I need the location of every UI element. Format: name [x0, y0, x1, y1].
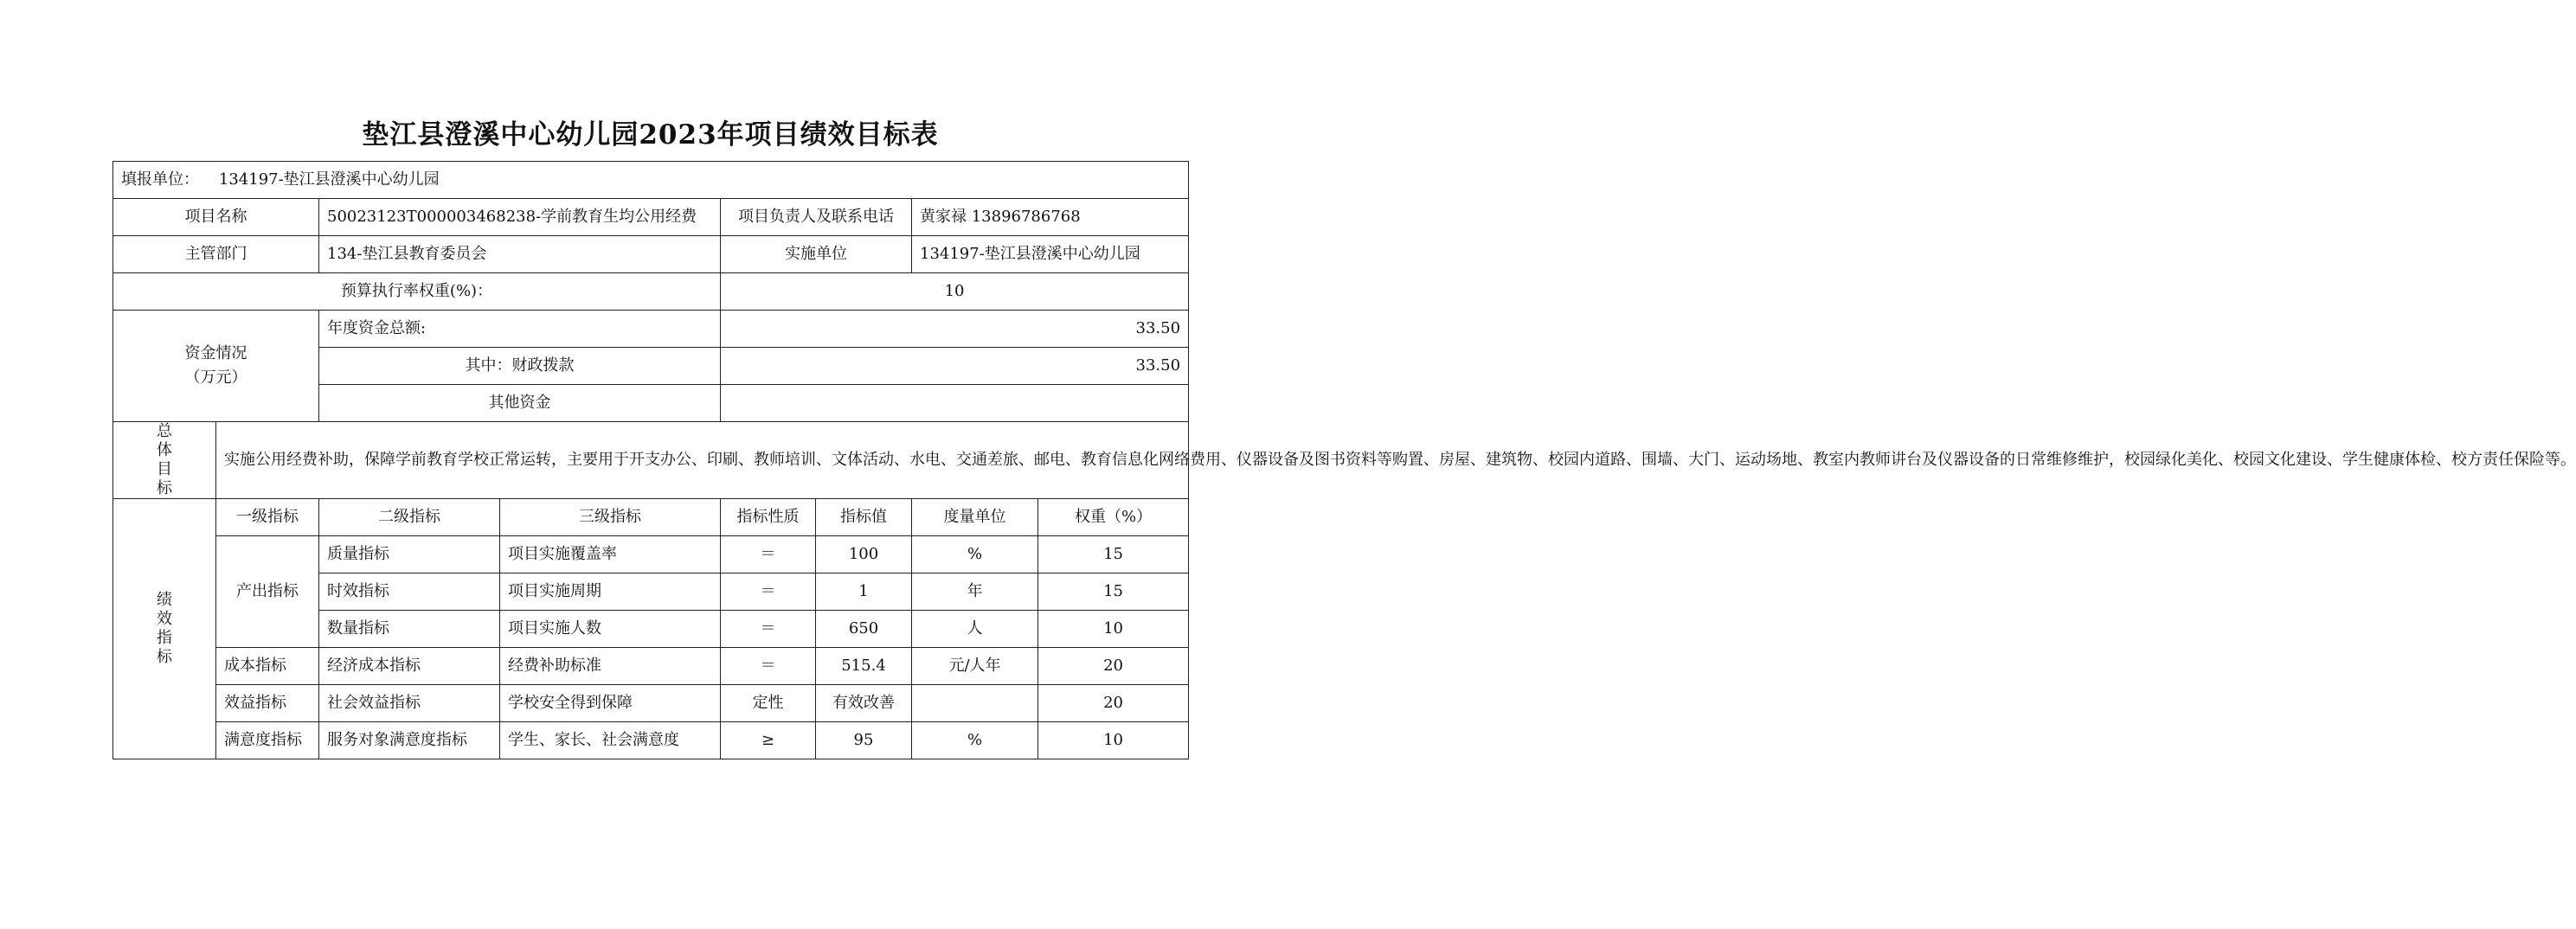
- level3-cell: 经费补助标准: [500, 648, 721, 685]
- level3-cell: 项目实施覆盖率: [500, 536, 721, 573]
- unit-cell: %: [912, 722, 1038, 759]
- funds-other-label: 其他资金: [319, 385, 721, 422]
- header-unit: 度量单位: [912, 499, 1038, 536]
- table-row: [113, 722, 1189, 759]
- project-contact-value: 黄家禄 13896786768: [912, 199, 1189, 236]
- unit-cell: 年: [912, 573, 1038, 611]
- nature-cell: 定性: [721, 685, 816, 722]
- level2-cell: 社会效益指标: [319, 685, 500, 722]
- overall-label-char: 总: [157, 422, 172, 440]
- budget-weight-value: 10: [721, 273, 1189, 311]
- perf-label-char: 指: [157, 629, 172, 647]
- table-row: [113, 648, 1189, 685]
- header-value: 指标值: [816, 499, 912, 536]
- funds-fiscal-value: 33.50: [721, 348, 1189, 385]
- header-level3: 三级指标: [500, 499, 721, 536]
- overall-label-char: 体: [157, 441, 172, 459]
- perf-label-char: 效: [157, 610, 172, 628]
- dept-row: [113, 236, 1189, 273]
- funds-total-value: 33.50: [721, 311, 1189, 348]
- impl-unit-value: 134197-垫江县澄溪中心幼儿园: [912, 236, 1189, 273]
- level3-cell: 项目实施人数: [500, 611, 721, 648]
- unit-cell: 元/人年: [912, 648, 1038, 685]
- header-level2: 二级指标: [319, 499, 500, 536]
- level2-cell: 质量指标: [319, 536, 500, 573]
- table-row: [113, 685, 1189, 722]
- project-contact-label: 项目负责人及联系电话: [721, 199, 912, 236]
- funds-label-line1: 资金情况: [184, 344, 247, 362]
- project-row: [113, 199, 1189, 236]
- value-cell: 515.4: [816, 648, 912, 685]
- weight-cell: 15: [1038, 536, 1189, 573]
- perf-label-char: 标: [157, 648, 172, 666]
- weight-cell: 20: [1038, 685, 1189, 722]
- level1-cell: 满意度指标: [216, 722, 319, 759]
- budget-weight-label: 预算执行率权重(%)：: [113, 273, 721, 311]
- level3-cell: 学生、家长、社会满意度: [500, 722, 721, 759]
- weight-cell: 10: [1038, 722, 1189, 759]
- unit-cell: %: [912, 536, 1038, 573]
- overall-label-char: 标: [157, 479, 172, 497]
- level3-cell: 项目实施周期: [500, 573, 721, 611]
- header-level1: 一级指标: [216, 499, 319, 536]
- nature-cell: ≥: [721, 722, 816, 759]
- nature-cell: ＝: [721, 611, 816, 648]
- nature-cell: ＝: [721, 648, 816, 685]
- header-nature: 指标性质: [721, 499, 816, 536]
- level2-cell: 时效指标: [319, 573, 500, 611]
- level2-cell: 服务对象满意度指标: [319, 722, 500, 759]
- unit-cell: [912, 685, 1038, 722]
- project-name-label: 项目名称: [113, 199, 319, 236]
- dept-label: 主管部门: [113, 236, 319, 273]
- header-weight: 权重（%）: [1038, 499, 1189, 536]
- unit-cell: 人: [912, 611, 1038, 648]
- overall-target-row: [113, 422, 1189, 499]
- funds-label-line2: （万元）: [184, 368, 247, 387]
- fill-unit-value: 134197-垫江县澄溪中心幼儿园: [218, 170, 440, 189]
- overall-target-text: 实施公用经费补助，保障学前教育学校正常运转，主要用于开支办公、印刷、教师培训、文体活动、水电、交通差旅、邮电、教育信息化网络费用、仪器设备及图书资料等购置、房屋、建筑物、校园内道路、围墙、大门、运动场地、教室内教师讲台及仪器设备的日常维修维护，校园绿化美化、校园文化建设、学生健康体检、校方责任保险等。: [216, 422, 1189, 499]
- level2-cell: 经济成本指标: [319, 648, 500, 685]
- impl-unit-label: 实施单位: [721, 236, 912, 273]
- funds-fiscal-label: 其中：财政拨款: [319, 348, 721, 385]
- value-cell: 650: [816, 611, 912, 648]
- funds-total-label: 年度资金总额:: [319, 311, 721, 348]
- dept-value: 134-垫江县教育委员会: [319, 236, 721, 273]
- table-row: [113, 536, 1189, 573]
- page-title: 垫江县澄溪中心幼儿园2023年项目绩效目标表: [362, 119, 939, 151]
- perf-label-char: 绩: [157, 591, 172, 609]
- overall-label-char: 目: [157, 460, 172, 478]
- weight-cell: 10: [1038, 611, 1189, 648]
- value-cell: 95: [816, 722, 912, 759]
- value-cell: 有效改善: [816, 685, 912, 722]
- overall-target-label: [113, 422, 216, 499]
- perf-header-row: [113, 499, 1189, 536]
- perf-indicator-label: [113, 499, 216, 759]
- fill-unit-row: [113, 162, 1189, 199]
- funds-other-value: [721, 385, 1189, 422]
- weight-cell: 15: [1038, 573, 1189, 611]
- level1-cell: 成本指标: [216, 648, 319, 685]
- level1-cell: 效益指标: [216, 685, 319, 722]
- weight-cell: 20: [1038, 648, 1189, 685]
- project-name-value: 50023123T000003468238-学前教育生均公用经费: [319, 199, 721, 236]
- performance-target-table: [112, 161, 2576, 759]
- funds-label: [113, 311, 319, 422]
- funds-total-row: [113, 311, 1189, 348]
- budget-weight-row: [113, 273, 1189, 311]
- nature-cell: ＝: [721, 536, 816, 573]
- level2-cell: 数量指标: [319, 611, 500, 648]
- level3-cell: 学校安全得到保障: [500, 685, 721, 722]
- output-indicator-label: 产出指标: [216, 536, 319, 648]
- fill-unit-cell: [113, 162, 1189, 199]
- fill-unit-label: 填报单位：: [121, 170, 199, 189]
- value-cell: 100: [816, 536, 912, 573]
- value-cell: 1: [816, 573, 912, 611]
- nature-cell: ＝: [721, 573, 816, 611]
